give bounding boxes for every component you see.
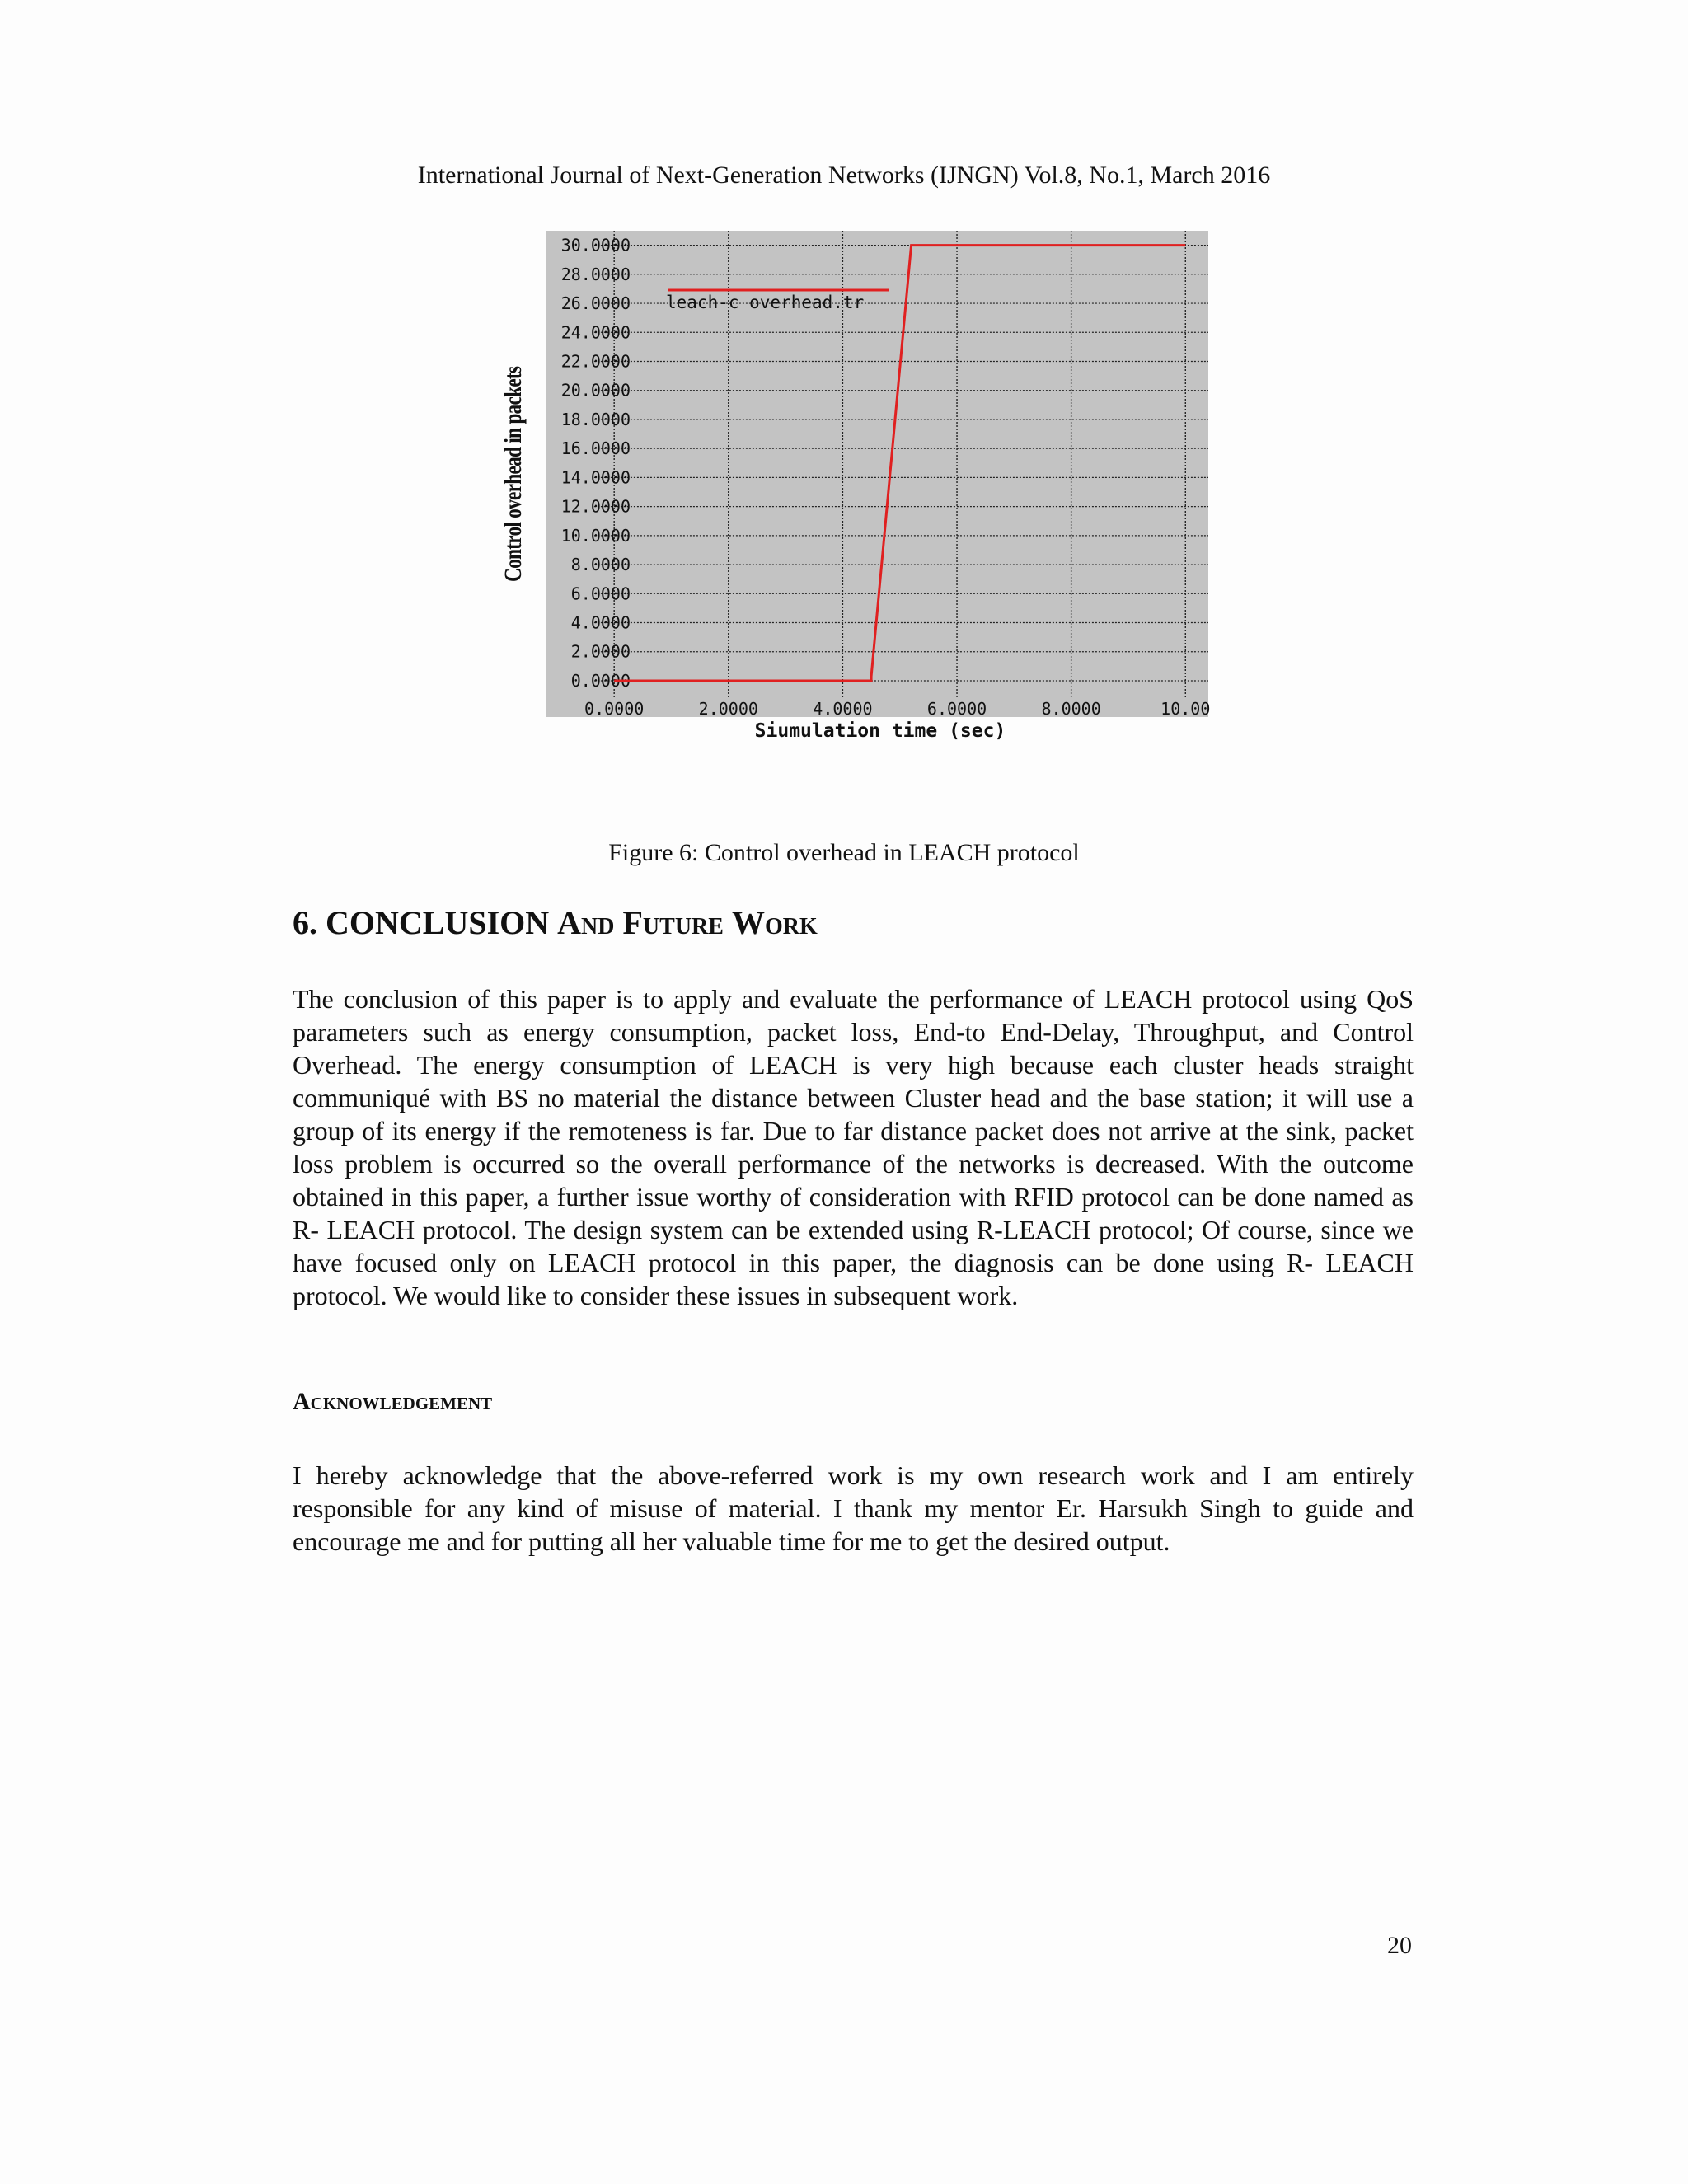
chart-y-tick-label: 0.0000: [570, 670, 631, 691]
chart-y-tick-label: 12.0000: [560, 496, 631, 517]
chart-legend-label: leach-c_overhead.tr: [666, 293, 865, 312]
section-heading-word: Work: [731, 904, 818, 941]
section-heading-word: CONCLUSION: [326, 904, 550, 941]
chart-y-tick-label: 2.0000: [570, 641, 631, 662]
chart-y-axis-label: Control overhead in packets: [499, 366, 527, 582]
chart-x-tick-label: 2.0000: [698, 699, 758, 719]
section-heading-word: And: [557, 904, 615, 941]
chart-x-tick-label: 6.0000: [926, 699, 987, 719]
chart-x-tick-label: 10.00: [1160, 699, 1211, 719]
chart-y-tick-label: 14.0000: [560, 467, 631, 488]
chart-y-tick-label: 20.0000: [560, 380, 631, 401]
chart-y-tick-label: 18.0000: [560, 409, 631, 429]
acknowledgement-heading: Acknowledgement: [293, 1388, 493, 1415]
page-number: 20: [1387, 1932, 1412, 1959]
acknowledgement-paragraph: I hereby acknowledge that the above-referred work is my own research work and I am entirely responsible for any kind of misuse of material. I thank my mentor Er. Harsukh Singh to guide and encourage me and for putting all her valuable time for me to get the desired output.: [293, 1460, 1414, 1556]
conclusion-paragraph: The conclusion of this paper is to apply and evaluate the performance of LEACH protocol using QoS parameters such as energy consumption, packet loss, End-to End-Delay, Throughput, and Control Overhead. The energy consumption of LEACH is very high because each cluster heads straight communiqué with BS no material the distance between Cluster head and the base station; it will use a group of its energy if the remoteness is far. Due to far distance packet does not arrive at the sink, packet loss problem is occurred so the overall performance of the networks is decreased. With the outcome obtained in this paper, a further issue worthy of consideration with RFID protocol can be done named as R- LEACH protocol. The design system can be extended using R-LEACH protocol; Of course, since we have focused only on LEACH protocol in this paper, the diagnosis can be done using R- LEACH protocol. We would like to consider these issues in subsequent work.: [293, 984, 1414, 1310]
section-heading-word: Future: [622, 904, 724, 941]
chart-y-tick-label: 24.0000: [560, 322, 631, 343]
chart-x-tick-label: 8.0000: [1041, 699, 1101, 719]
chart-y-tick-label: 30.0000: [560, 235, 631, 255]
chart-y-tick-label: 6.0000: [570, 583, 631, 604]
chart-y-tick-label: 10.0000: [560, 525, 631, 546]
chart-y-tick-label: 16.0000: [560, 438, 631, 459]
chart-y-tick-label: 28.0000: [560, 264, 631, 284]
section-number: 6.: [293, 904, 317, 941]
chart-x-tick-label: 4.0000: [813, 699, 873, 719]
control-overhead-chart: [495, 223, 1220, 766]
chart-y-tick-label: 26.0000: [560, 293, 631, 314]
chart-y-tick-label: 22.0000: [560, 351, 631, 372]
figure-caption: Figure 6: Control overhead in LEACH protocol: [608, 839, 1080, 866]
chart-x-axis-label: Siumulation time (sec): [754, 720, 1006, 742]
section-heading: [293, 903, 818, 942]
chart-y-tick-label: 8.0000: [570, 555, 631, 575]
chart-y-tick-label: 4.0000: [570, 612, 631, 633]
chart-x-tick-label: 0.0000: [584, 699, 645, 719]
journal-header: International Journal of Next-Generation Networks (IJNGN) Vol.8, No.1, March 2016: [417, 162, 1271, 189]
